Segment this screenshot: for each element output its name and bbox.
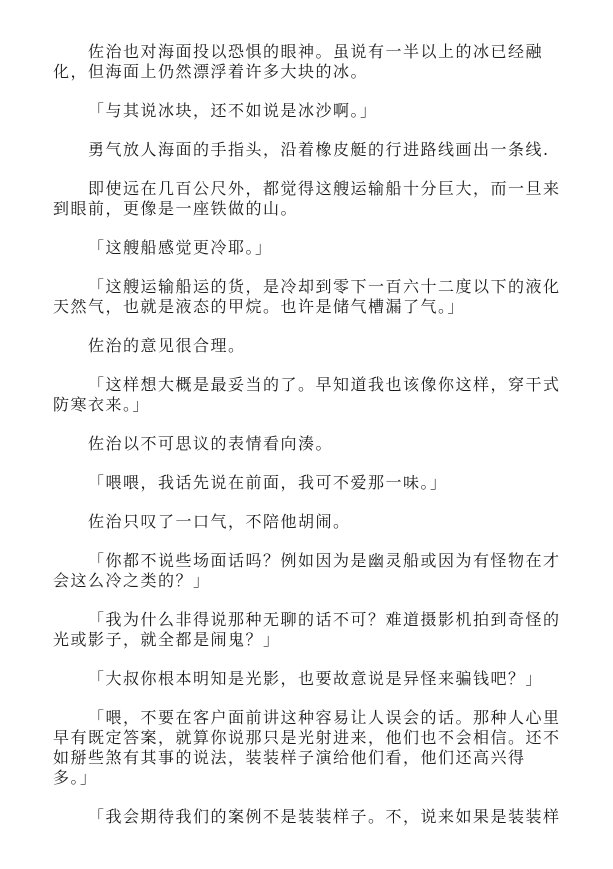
dialogue-line: 「大叔你根本明知是光影，也要故意说是异怪来骗钱吧？」	[88, 669, 544, 688]
text-line: 佐治只叹了一口气，不陪他胡闹。	[88, 512, 351, 531]
paragraph-7	[53, 336, 553, 356]
paragraph-16	[53, 807, 561, 827]
paragraph-10	[53, 473, 553, 493]
paragraph-6	[53, 277, 561, 317]
paragraph-1	[53, 42, 553, 82]
text-line: 佐治也对海面投以恐惧的眼神。虽说有一半以上的冰已经融	[88, 42, 544, 61]
text-line: 到眼前，更像是一座铁做的山。	[53, 199, 299, 218]
document-page	[53, 42, 561, 846]
dialogue-line: 会这么冷之类的？」	[53, 571, 211, 590]
dialogue-line: 天然气，也就是液态的甲烷。也许是储气槽漏了气。」	[53, 297, 466, 316]
paragraph-15	[53, 708, 561, 788]
paragraph-13	[53, 610, 561, 650]
dialogue-line: 「我会期待我们的案例不是装装样子。不，说来如果是装装样	[88, 807, 561, 826]
paragraph-14	[53, 669, 553, 689]
dialogue-line: 「喂喂，我话先说在前面，我可不爱那一味。」	[88, 473, 448, 492]
paragraph-4	[53, 179, 561, 219]
text-line: 即使远在几百公尺外，都觉得这艘运输船十分巨大，而一旦来	[88, 179, 561, 198]
dialogue-line: 「这艘运输船运的货，是冷却到零下一百六十二度以下的液化	[88, 277, 561, 296]
dialogue-line: 「你都不说些场面话吗？例如因为是幽灵船或因为有怪物在才	[88, 551, 561, 570]
text-line: 佐治的意见很合理。	[88, 336, 246, 355]
paragraph-5	[53, 238, 553, 258]
dialogue-line: 防寒衣来。」	[53, 395, 151, 414]
paragraph-9	[53, 434, 553, 454]
dialogue-line: 「与其说冰块，还不如说是冰沙啊。」	[88, 101, 378, 120]
dialogue-line: 光或影子，就全都是闹鬼？」	[53, 630, 281, 649]
text-line: 勇气放人海面的手指头，沿着橡皮艇的行进路线画出一条线.	[88, 140, 550, 159]
dialogue-line: 「这艘船感觉更冷耶。」	[88, 238, 273, 257]
dialogue-line: 「喂，不要在客户面前讲这种容易让人误会的话。那种人心里	[88, 708, 561, 727]
paragraph-8	[53, 375, 561, 415]
paragraph-11	[53, 512, 553, 532]
dialogue-line: 如掰些煞有其事的说法，装装样子演给他们看，他们还高兴得	[53, 748, 526, 767]
dialogue-line: 「这样想大概是最妥当的了。早知道我也该像你这样，穿干式	[88, 375, 561, 394]
text-line: 化，但海面上仍然漂浮着许多大块的冰。	[53, 62, 369, 81]
dialogue-line: 早有既定答案，就算你说那只是光射进来，他们也不会相信。还不	[53, 728, 561, 747]
dialogue-line: 多。」	[53, 768, 98, 787]
paragraph-3	[53, 140, 553, 160]
dialogue-line: 「我为什么非得说那种无聊的话不可？难道摄影机拍到奇怪的	[88, 610, 561, 629]
paragraph-2	[53, 101, 553, 121]
paragraph-12	[53, 551, 561, 591]
text-line: 佐治以不可思议的表情看向湊。	[88, 434, 334, 453]
